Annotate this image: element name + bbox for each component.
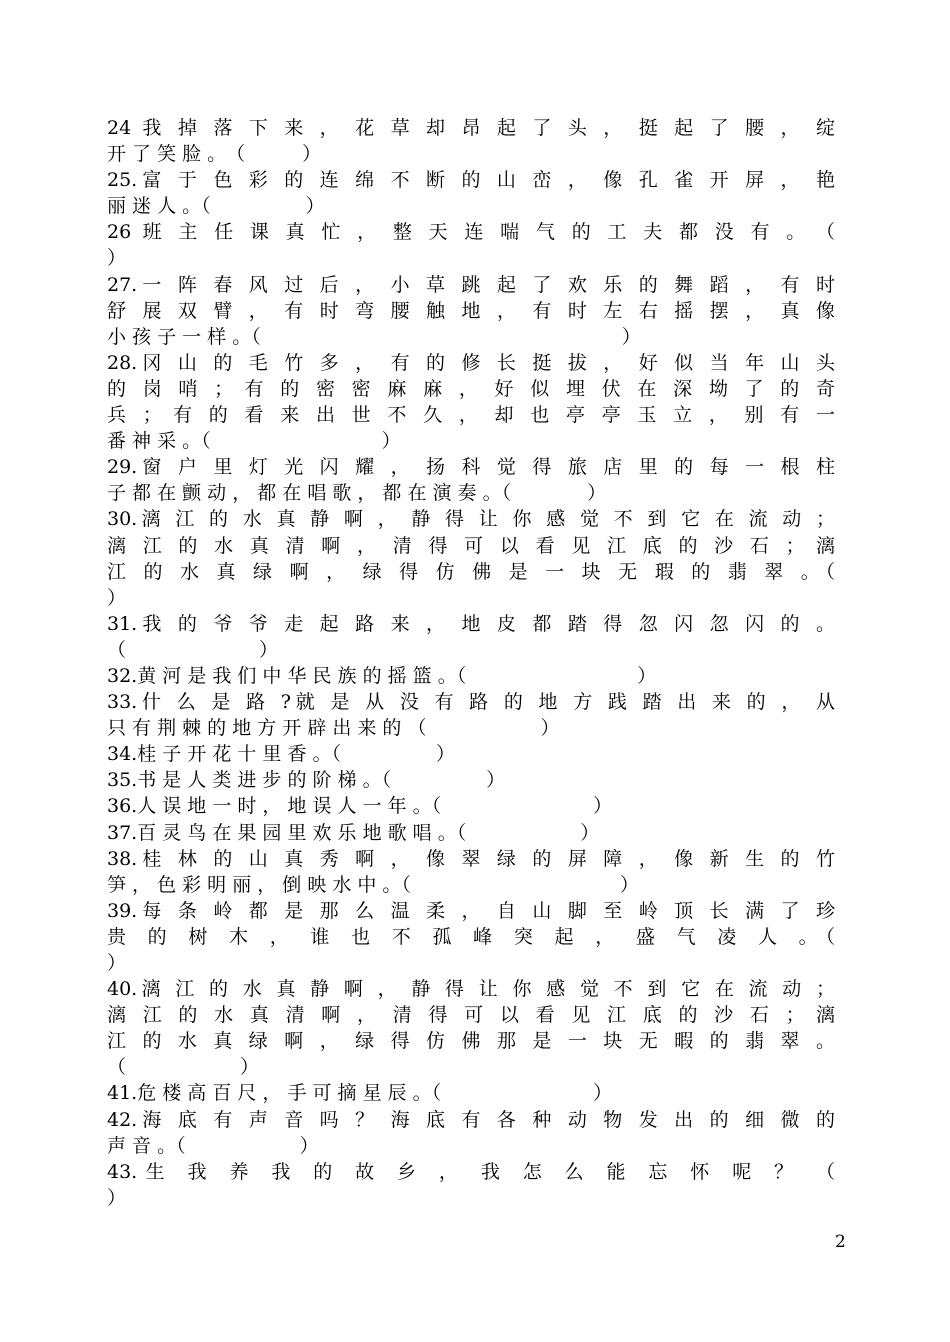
text-line: 36.人 误 地 一 时 ， 地 误 人 一 年 。（ ）: [107, 795, 613, 818]
question-27: [107, 272, 835, 350]
text-line: 声 音 。（ ）: [107, 1134, 319, 1157]
page-number: 2: [835, 1232, 846, 1252]
text-line: 小 孩 子 一 样 。（ ）: [107, 325, 641, 348]
text-line: 子 都 在 颤 动 ， 都 在 唱 歌 ， 都 在 演 奏 。（ ）: [107, 482, 607, 505]
text-line: 丽 迷 人 。（ ）: [107, 195, 325, 218]
text-line: 42.海 底 有 声 音 吗 ？ 海 底 有 各 种 动 物 发 出 的 细 微 的: [107, 1108, 835, 1131]
text-line: 43.生 我 养 我 的 故 乡 ， 我 怎 么 能 忘 怀 呢 ？ （: [107, 1160, 835, 1183]
text-line: 33.什 么 是 路 ?就 是 从 没 有 路 的 地 方 践 踏 出 来 的 ， 从: [107, 691, 835, 714]
question-40: [107, 976, 835, 1080]
text-line: 37.百 灵 鸟 在 果 园 里 欢 乐 地 歌 唱 。（ ）: [107, 821, 600, 844]
question-38: [107, 846, 835, 898]
question-32: [107, 663, 835, 689]
text-line: 笋 ， 色 彩 明 丽 ， 倒 映 水 中 。（ ）: [107, 873, 639, 896]
text-line: 漓 江 的 水 真 清 啊 ， 清 得 可 以 看 见 江 底 的 沙 石 ； 漓: [107, 1004, 835, 1027]
question-25: [107, 167, 835, 219]
text-line: 38.桂 林 的 山 真 秀 啊 ， 像 翠 绿 的 屏 障 ， 像 新 生 的 竹: [107, 847, 835, 870]
text-line: 30.漓 江 的 水 真 静 啊 ， 静 得 让 你 感 觉 不 到 它 在 流 动 ；: [107, 508, 835, 531]
question-36: [107, 793, 835, 819]
text-line: 39.每 条 岭 都 是 那 么 温 柔 ， 自 山 脚 至 岭 顶 长 满 了 珍: [107, 899, 835, 922]
question-30: [107, 506, 835, 610]
text-line: 27.一 阵 春 风 过 后 ， 小 草 跳 起 了 欢 乐 的 舞 蹈 ， 有 时: [107, 273, 835, 296]
question-33: [107, 689, 835, 741]
question-41: [107, 1080, 835, 1106]
question-37: [107, 820, 835, 846]
text-line: 34.桂 子 开 花 十 里 香 。（ ）: [107, 743, 455, 766]
text-line: 番 神 采 。（ ）: [107, 430, 401, 453]
text-line: 贵 的 树 木 ， 谁 也 不 孤 峰 突 起 ， 盛 气 凌 人 。（: [107, 925, 835, 948]
text-line: 41.危 楼 高 百 尺 ， 手 可 摘 星 辰 。（ ）: [107, 1082, 613, 1105]
question-35: [107, 767, 835, 793]
text-line: 开 了 笑 脸 。 （ ）: [107, 143, 322, 166]
text-line: （ ）: [107, 638, 279, 661]
text-line: 25.富 于 色 彩 的 连 绵 不 断 的 山 峦 ， 像 孔 雀 开 屏 ， 艳: [107, 169, 835, 192]
text-line: （ ）: [107, 1056, 260, 1079]
text-line: 26 班 主 任 课 真 忙 ， 整 天 连 喘 气 的 工 夫 都 没 有 。 （: [107, 221, 835, 244]
text-line: 漓 江 的 水 真 清 啊 ， 清 得 可 以 看 见 江 底 的 沙 石 ； 漓: [107, 534, 835, 557]
question-28: [107, 350, 835, 454]
text-line: 的 岗 哨 ； 有 的 密 密 麻 麻 ， 好 似 埋 伏 在 深 坳 了 的 奇: [107, 377, 835, 400]
text-line: 31.我 的 爷 爷 走 起 路 来 ， 地 皮 都 踏 得 忽 闪 忽 闪 的 。: [107, 612, 835, 635]
question-34: [107, 741, 835, 767]
question-43: [107, 1159, 835, 1211]
question-26: [107, 219, 835, 271]
text-line: 只 有 荆 棘 的 地 方 开 辟 出 来 的 （ ）: [107, 717, 560, 740]
question-list: [107, 115, 835, 1211]
text-line: ）: [107, 247, 127, 270]
question-29: [107, 454, 835, 506]
text-line: 舒 展 双 臂 ， 有 时 弯 腰 触 地 ， 有 时 左 右 摇 摆 ， 真 像: [107, 299, 835, 322]
text-line: 兵 ； 有 的 看 来 出 世 不 久 ， 却 也 亭 亭 玉 立 ， 别 有 一: [107, 404, 835, 427]
text-line: 32.黄 河 是 我 们 中 华 民 族 的 摇 篮 。（ ）: [107, 664, 657, 687]
question-39: [107, 898, 835, 976]
question-31: [107, 611, 835, 663]
question-42: [107, 1107, 835, 1159]
text-line: 29.窗 户 里 灯 光 闪 耀 ， 扬 科 觉 得 旅 店 里 的 每 一 根 柱: [107, 456, 835, 479]
text-line: 江 的 水 真 绿 啊 ， 绿 得 仿 佛 是 一 块 无 瑕 的 翡 翠 。（: [107, 560, 835, 583]
text-line: 40.漓 江 的 水 真 静 啊 ， 静 得 让 你 感 觉 不 到 它 在 流 动 ；: [107, 978, 835, 1001]
text-line: ）: [107, 1186, 127, 1209]
text-line: 江 的 水 真 绿 啊 ， 绿 得 仿 佛 那 是 一 块 无 暇 的 翡 翠 。: [107, 1030, 835, 1053]
text-line: ）: [107, 586, 127, 609]
text-line: ）: [107, 952, 127, 974]
text-line: 28.冈 山 的 毛 竹 多 ， 有 的 修 长 挺 拔 ， 好 似 当 年 山 头: [107, 351, 835, 374]
text-line: 35.书 是 人 类 进 步 的 阶 梯 。（ ）: [107, 769, 506, 792]
text-line: 24 我 掉 落 下 来 ， 花 草 却 昂 起 了 头 ， 挺 起 了 腰 ， 绽: [107, 117, 835, 139]
question-24: [107, 115, 835, 167]
